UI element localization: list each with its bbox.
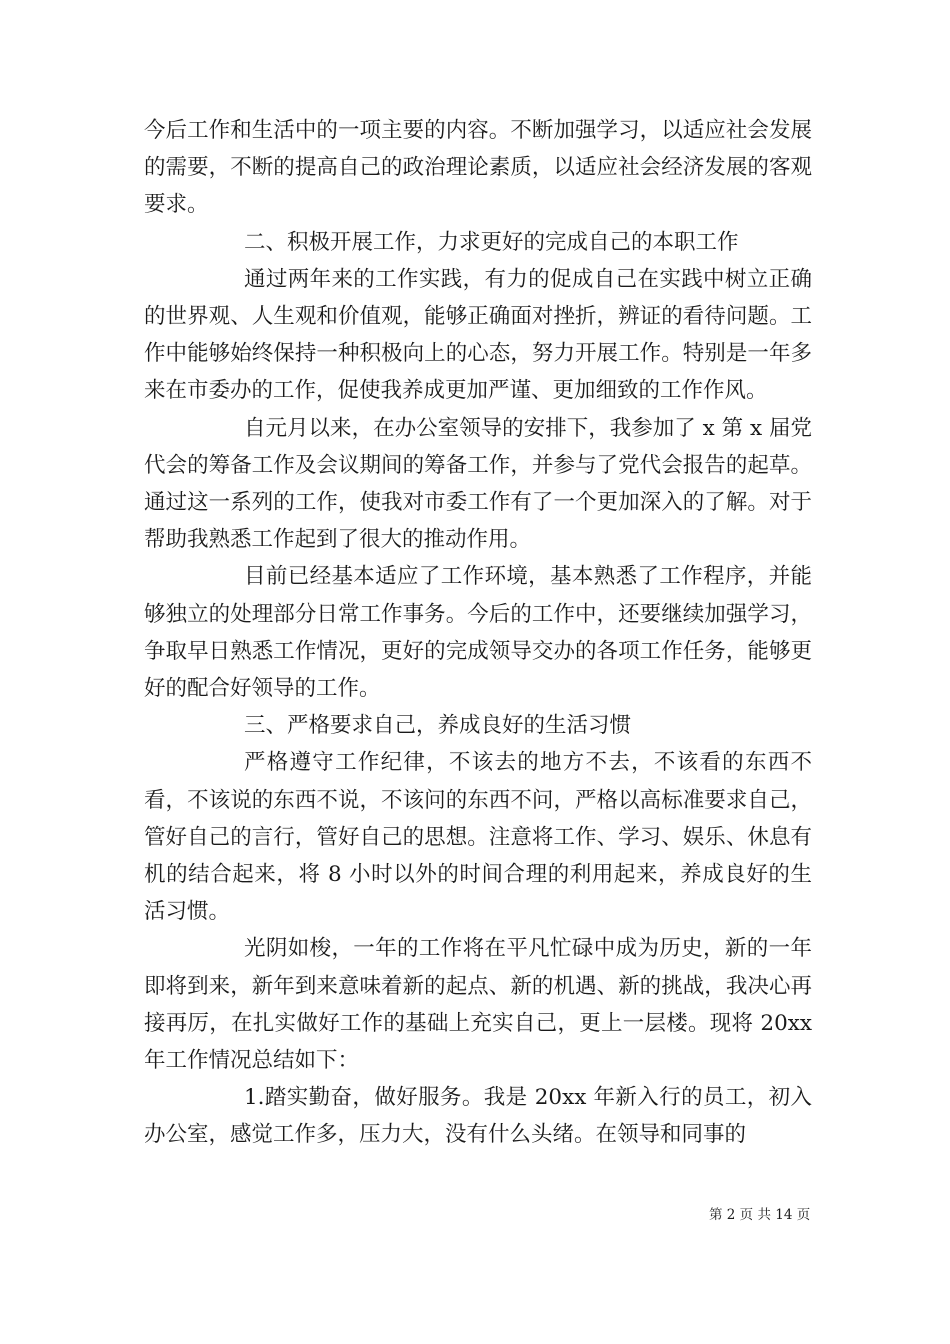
section-heading-2: 二、积极开展工作，力求更好的完成自己的本职工作 (244, 229, 739, 255)
section-heading-3: 三、严格要求自己，养成良好的生活习惯 (244, 713, 632, 739)
paragraph: 光阴如梭，一年的工作将在平凡忙碌中成为历史，新的一年即将到来，新年到来意味着新的起点、新的机遇、新的挑战，我决心再接再厉，在扎实做好工作的基础上充实自己，更上一层楼。现将 20xx 年工作情况总结如下： (144, 936, 812, 1074)
paragraph-continuation: 今后工作和生活中的一项主要的内容。不断加强学习，以适应社会发展的需要，不断的提高自己的政治理论素质，以适应社会经济发展的客观要求。 (144, 118, 812, 218)
document-body (144, 112, 812, 1154)
paragraph: 1.踏实勤奋，做好服务。我是 20xx 年新入行的员工，初入办公室，感觉工作多，压力大，没有什么头绪。在领导和同事的 (144, 1085, 812, 1148)
paragraph: 自元月以来，在办公室领导的安排下，我参加了 x 第 x 届党代会的筹备工作及会议期间的筹备工作，并参与了党代会报告的起草。通过这一系列的工作，使我对市委工作有了一个更加深入的了解。对于帮助我熟悉工作起到了很大的推动作用。 (144, 415, 812, 553)
paragraph: 目前已经基本适应了工作环境，基本熟悉了工作程序，并能够独立的处理部分日常工作事务。今后的工作中，还要继续加强学习，争取早日熟悉工作情况，更好的完成领导交办的各项工作任务，能够更好的配合好领导的工作。 (144, 564, 812, 702)
paragraph: 严格遵守工作纪律，不该去的地方不去，不该看的东西不看，不该说的东西不说，不该问的东西不问，严格以高标准要求自己，管好自己的言行，管好自己的思想。注意将工作、学习、娱乐、休息有机的结合起来，将 8 小时以外的时间合理的利用起来，养成良好的生活习惯。 (144, 750, 812, 925)
page-number-footer: 第 2 页 共 14 页 (709, 1207, 811, 1223)
paragraph: 通过两年来的工作实践，有力的促成自己在实践中树立正确的世界观、人生观和价值观，能够正确面对挫折，辨证的看待问题。工作中能够始终保持一种积极向上的心态，努力开展工作。特别是一年多来在市委办的工作，促使我养成更加严谨、更加细致的工作作风。 (144, 266, 812, 404)
